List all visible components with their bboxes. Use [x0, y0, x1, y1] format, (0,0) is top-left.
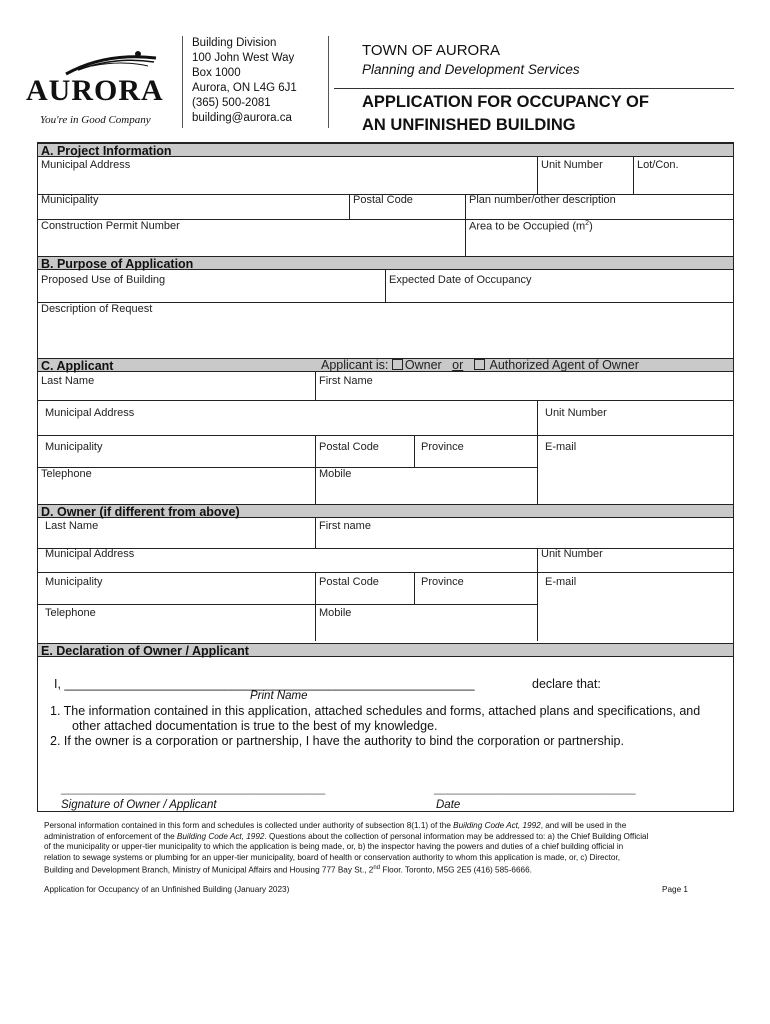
address-line: (365) 500-2081 — [192, 97, 271, 109]
agent-label: Authorized Agent of Owner — [489, 358, 639, 372]
address-line: Aurora, ON L4G 6J1 — [192, 82, 297, 94]
print-name-label: Print Name — [250, 690, 308, 702]
owner-first-name-field[interactable]: First name — [319, 520, 371, 532]
owner-mobile-field[interactable]: Mobile — [319, 607, 352, 619]
date-label: Date — [436, 799, 461, 811]
proposed-use-field[interactable]: Proposed Use of Building — [41, 274, 166, 286]
logo-swoosh-icon — [26, 44, 176, 78]
form-title — [362, 91, 702, 137]
applicant-municipality-field[interactable]: Municipality — [45, 441, 103, 453]
owner-unit-field[interactable]: Unit Number — [541, 548, 603, 560]
owner-address-field[interactable]: Municipal Address — [45, 548, 135, 560]
lot-con-field[interactable]: Lot/Con. — [637, 159, 679, 171]
owner-municipality-field[interactable]: Municipality — [45, 576, 103, 588]
applicant-province-field[interactable]: Province — [421, 441, 464, 453]
print-name-line[interactable]: I, ___________________________________________________________ — [54, 677, 475, 691]
form-name-footer: Application for Occupancy of an Unfinished Building (January 2023) — [44, 885, 290, 894]
applicant-telephone-field[interactable]: Telephone — [41, 468, 92, 480]
form-body — [37, 142, 734, 812]
section-e-header: E. Declaration of Owner / Applicant — [38, 643, 733, 657]
signature-label: Signature of Owner / Applicant — [61, 799, 217, 811]
owner-email-field[interactable]: E-mail — [545, 576, 577, 588]
applicant-first-name-field[interactable]: First Name — [319, 375, 373, 387]
owner-telephone-field[interactable]: Telephone — [45, 607, 96, 619]
declare-label: declare that: — [532, 677, 601, 691]
declaration-item-1: 1. The information contained in this application, attached schedules and forms, attached plans and specifications, and — [50, 704, 701, 718]
signature-line[interactable]: ______________________________________ — [61, 781, 326, 795]
owner-postal-field[interactable]: Postal Code — [319, 576, 379, 588]
owner-checkbox[interactable] — [392, 359, 403, 370]
applicant-address-field[interactable]: Municipal Address — [45, 407, 135, 419]
page-number: Page 1 — [662, 885, 688, 894]
section-a-header: A. Project Information — [38, 143, 733, 157]
title-line: AN UNFINISHED BUILDING — [362, 116, 576, 134]
applicant-email-field[interactable]: E-mail — [545, 441, 577, 453]
privacy-notice: Personal information contained in this form and schedules is collected under authority of subsection 8(1.1) of the Building Code Act, 1992, and will be used in the administration of enforcement of the Building Code Act, 1992. Questions about the collection of personal information may be addressed to: a) the Chief Building Official of the municipality or upper-tier municipality to which the application is being made, or, b) the inspector having the powers and duties of a chief building official in relation to sewage systems or plumbing for an upper-tier municipality, board of health or conservation authority to whom this application is made, or, c) Director, Building and Development Branch, Ministry of Municipal Affairs and Housing 777 Bay St., 2nd Floor. Toronto, M5G 2E5 (416) 585-6666. — [44, 821, 649, 875]
expected-date-field[interactable]: Expected Date of Occupancy — [389, 274, 532, 286]
declaration-item-2: 2. If the owner is a corporation or partnership, I have the authority to bind the corporation or partnership. — [50, 734, 624, 748]
divider — [334, 88, 734, 89]
or-label: or — [452, 358, 464, 372]
date-line[interactable]: _____________________________ — [434, 781, 636, 795]
municipal-address-field[interactable]: Municipal Address — [41, 159, 131, 171]
owner-province-field[interactable]: Province — [421, 576, 464, 588]
section-c-header: C. Applicant — [38, 358, 733, 372]
division-address — [192, 36, 297, 126]
agent-checkbox[interactable] — [474, 359, 485, 370]
address-line: building@aurora.ca — [192, 112, 292, 124]
municipality-field[interactable]: Municipality — [41, 194, 99, 206]
divider — [182, 36, 183, 128]
town-name: TOWN OF AURORA — [362, 42, 501, 59]
applicant-postal-field[interactable]: Postal Code — [319, 441, 379, 453]
address-line: 100 John West Way — [192, 52, 295, 64]
plan-number-field[interactable]: Plan number/other description — [469, 194, 616, 206]
owner-label: Owner — [404, 358, 442, 372]
applicant-is-label: Applicant is: — [321, 358, 389, 372]
applicant-unit-field[interactable]: Unit Number — [545, 407, 607, 419]
declaration-item-1-cont: other attached documentation is true to the best of my knowledge. — [72, 719, 438, 733]
department-name: Planning and Development Services — [362, 62, 580, 77]
applicant-mobile-field[interactable]: Mobile — [319, 468, 352, 480]
logo-wordmark: AURORA — [26, 74, 164, 107]
logo-tagline: You're in Good Company — [40, 114, 151, 126]
area-occupied-field[interactable]: Area to be Occupied $(m^2)$ — [469, 220, 593, 233]
address-line: Box 1000 — [192, 67, 241, 79]
section-d-header: D. Owner (if different from above) — [38, 504, 733, 518]
address-line: Building Division — [192, 37, 277, 49]
description-field[interactable]: Description of Request — [41, 303, 153, 315]
applicant-last-name-field[interactable]: Last Name — [41, 375, 95, 387]
permit-number-field[interactable]: Construction Permit Number — [41, 220, 180, 232]
divider — [328, 36, 329, 128]
title-line: APPLICATION FOR OCCUPANCY OF — [362, 93, 649, 111]
applicant-type — [321, 358, 639, 372]
postal-code-field[interactable]: Postal Code — [353, 194, 413, 206]
section-b-header: B. Purpose of Application — [38, 256, 733, 270]
unit-number-field[interactable]: Unit Number — [541, 159, 603, 171]
owner-last-name-field[interactable]: Last Name — [45, 520, 99, 532]
aurora-logo — [26, 44, 176, 134]
